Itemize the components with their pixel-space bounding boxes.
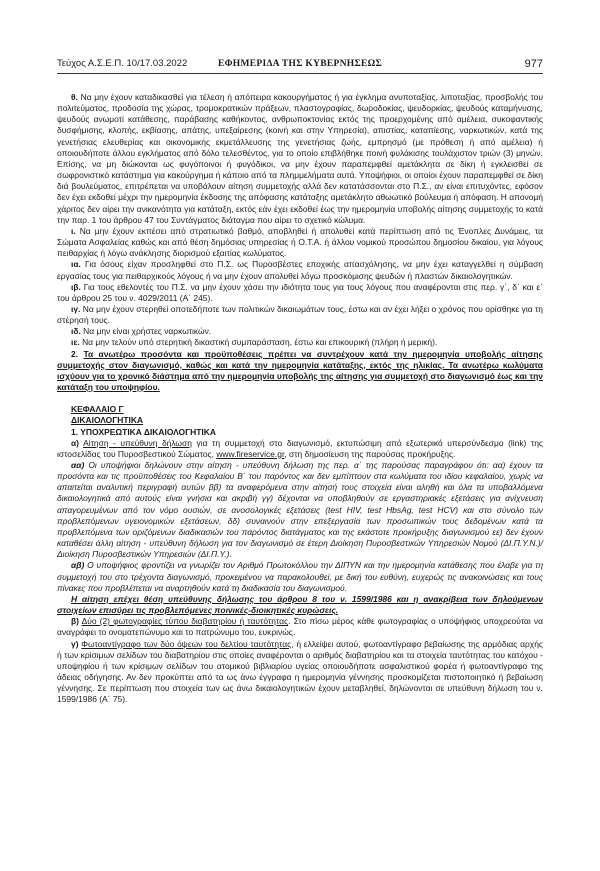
- paragraph-text: Να μην έχουν στερηθεί οποτεδήποτε των πολιτικών δικαιωμάτων τους, έστω και αν έχει λήξει ο χρόνος που ορίσθηκε για τη στέρησή τους.: [57, 303, 543, 326]
- item-label: 2.: [71, 348, 79, 359]
- item-label: ια.: [71, 259, 81, 270]
- paragraph-text: , στη δημοσίευση της παρούσας προκήρυξης.: [284, 448, 456, 459]
- paragraph-ib: [57, 282, 543, 304]
- item-label: αβ): [71, 560, 85, 571]
- paragraph-text: , ή ελλείψει αυτού, φωτοαντίγραφο βεβαίωσης της αρμόδιας αρχής ή των κρίσιμων σελίδων του διαβατηρίου στις οποίες αναφέρονται ο αριθμός διαβατηρίου και τα στοιχεία ταυτότητας του κατόχου - υποψηφίου ή των κρίσιμων σελίδων του ατομικού βιβλιαρίου υγείας οποιουδήποτε ασφαλιστικού φορέα ή φωτοαντίγραφο της άδειας οδήγησης. Αν δεν προκύπτει από τα ως άνω έγγραφα η ημερομηνία γέννησης προσκομίζεται πιστοποιητικό ή βεβαίωση γέννησης. Σε περίπτωση που στοιχεία των ως άνω δικαιολογητικών έχουν μεταβληθεί, δηλώνονται σε υπεύθυνη δήλωση του ν. 1599/1986 (Α΄ 75).: [57, 638, 543, 705]
- item-label: αα): [71, 460, 85, 470]
- paragraph-ie: [57, 337, 543, 348]
- paragraph-text: Να μην τελούν υπό στερητική δικαστική συμπαράσταση, έστω και επικουρική (πλήρη ή μερική).: [82, 337, 438, 348]
- paragraph-alpha: [57, 438, 543, 460]
- paragraph-iota: [57, 226, 543, 259]
- section-heading: 1. ΥΠΟΧΡΕΩΤΙΚΑ ΔΙΚΑΙΟΛΟΓΗΤΙΚΑ: [71, 426, 216, 437]
- chapter-subtitle: ΔΙΚΑΙΟΛΟΓΗΤΙΚΑ: [71, 415, 144, 426]
- paragraph-text: για τη συμμετοχή στο διαγωνισμό, εκτυπώσιμη από εξωτερικό υπερσύνδεσμο (link) της ιστοσελίδας του Πυροσβεστικού Σώματος,: [57, 437, 543, 459]
- item-label: ιβ.: [71, 281, 81, 292]
- paragraph-text: Για τους εθελοντές του Π.Σ. να μην έχουν χάσει την ιδιότητα τους για τους λόγους που αναφέρονται στις περ. γ΄, δ΄ και ε΄ του άρθρου 25 του ν. 4029/2011 (Α΄ 245).: [57, 281, 543, 303]
- item-label: ι.: [71, 225, 76, 236]
- paragraph-id: [57, 326, 543, 337]
- paragraph-underlined: Δύο (2) φωτογραφίες τύπου διαβατηρίου ή ταυτότητας: [81, 616, 289, 627]
- paragraph-section-2: [57, 349, 543, 394]
- document-body: [57, 92, 543, 705]
- paragraph-text: Να μην έχουν καταδικασθεί για τέλεση ή απόπειρα κακουργήματος ή για έγκλημα ανυποταξίας, λιποταξίας, προσβολής του πολιτεύματος, προδοσία της χώρας, τρομοκρατικών πράξεων, πλαστογραφίας, δωροδοκίας, ψευδορκίας, ψευδούς καταμήνυσης, ψευδούς ανωμοτί κατάθεσης, παράβασης καθήκοντος, ανθρωποκτονίας εκτός της προερχομένης από αμέλεια, συκοφαντικής δυσφήμισης, κλοπής, εκβίασης, απάτης, υπεξαίρεσης (κοινή και στην Υπηρεσία), απιστίας, καταπίεσης, ναρκωτικών, κατά της γενετήσιας ελευθερίας και οικονομικής εκμετάλλευσης της γενετήσιας ζωής, εμπρησμό (με πρόθεση ή από αμέλεια) ή οποιουδήποτε άλλου εγκλήματος από δόλο τελεσθέντος, για το οποίο επιβλήθηκε ποινή φυλάκισης τουλάχιστον τριών (3) μηνών. Επίσης, να μη διώκονται ως φυγόποινοι ή φυγόδικοι, να μην έχουν παραπεμφθεί αμετάκλητα σε δίκη ή εγκλεισθεί σε σωφρονιστικό κατάστημα για κακούργημα ή κάποιο από τα πλημμελήματα αυτά. Υποψήφιοι, οι οποίοι έχουν παραπεμφθεί σε δίκη διά βουλεύματος, επιτρέπεται να υποβάλουν αίτηση συμμετοχής αλλά δεν κατατάσσονται στο Π.Σ., αν είναι επιτυχόντες, εφόσον δεν έχει εκδοθεί μέχρι την ημερομηνία έκδοσης της απόφασης κατάταξης αμετάκλητο αθωωτικό βούλευμα ή απόφαση. Η απονομή χάριτος δεν αίρει την ανικανότητα για κατάταξη, εκτός εάν έχει εκδοθεί έως την ημερομηνία υποβολής αίτησης συμμετοχής το κατά την παρ. 1 του άρθρου 47 του Συντάγματος διάταγμα που αίρει το σχετικό κώλυμα.: [57, 92, 543, 225]
- paragraph-gamma: [57, 639, 543, 706]
- item-label: β): [71, 616, 79, 627]
- chapter-title: ΚΕΦΑΛΑΙΟ Γ: [71, 404, 124, 415]
- paragraph-ab: [57, 560, 543, 593]
- item-label: ιε.: [71, 337, 80, 348]
- paragraph-aa: [57, 460, 543, 560]
- paragraph-theta: [57, 92, 543, 226]
- paragraph-beta: [57, 616, 543, 638]
- paragraph-text: Να μην έχουν εκπέσει από στρατιωτικό βαθμό, αποβληθεί ή απολυθεί κατά περίπτωση από τις Ένοπλες Δυνάμεις, τα Σώματα Ασφαλείας καθώς και από θέση δημόσιας υπηρεσίας ή Ο.Τ.Α. ή άλλου νομικού προσώπου δημοσίου δικαίου, για λόγους πειθαρχίας ή λόγω ανάκλησης διορισμού εξαιτίας κωλύματος.: [57, 225, 543, 259]
- paragraph-text: . Στο πίσω μέρος κάθε φωτογραφίας ο υποψήφιος υποχρεούται να αναγράφει το ονοματεπώνυμο και το πατρώνυμο του, ευκρινώς.: [57, 616, 543, 638]
- paragraph-text: Για όσους είχαν προσληφθεί στο Π.Σ. ως Πυροσβέστες εποχικής απασχόλησης, να μην έχει καταγγελθεί η σύμβαση εργασίας τους για πειθαρχικούς λόγους ή να μην έχουν απολυθεί λόγω προσκόμισης ψευδών ή πλαστών δικαιολογητικών.: [57, 259, 543, 281]
- paragraph-underlined: Αίτηση - υπεύθυνη δήλωση: [83, 437, 192, 448]
- paragraph-text: Ο υποψήφιος φροντίζει να γνωρίζει τον Αριθμό Πρωτοκόλλου την ΔΙΠΥΝ και την ημερομηνία κατάθεσης που έλαβε για τη συμμετοχή του στο τρέχοντα διαγωνισμό, προκειμένου να παρακολουθεί, με δική του ευθύνη, ευχερώς τις ανακοινώσεις και τους πίνακες που προβλέπεται να αναρτηθούν κατά τη διαδικασία του διαγωνισμού.: [57, 560, 543, 593]
- item-label: θ.: [71, 92, 78, 102]
- paragraph-ia: [57, 259, 543, 281]
- item-label: ιδ.: [71, 326, 81, 337]
- spacer: [57, 393, 543, 404]
- page-number: 977: [524, 58, 543, 70]
- paragraph-warning: [57, 594, 543, 616]
- page-header: [57, 56, 543, 72]
- item-label: γ): [71, 638, 79, 649]
- paragraph-text: Να μην είναι χρήστες ναρκωτικών.: [83, 326, 212, 337]
- paragraph-ig: [57, 304, 543, 326]
- paragraph-text: Τα ανωτέρω προσόντα και προϋποθέσεις πρέπει να συντρέχουν κατά την ημερομηνία υποβολής αίτησης συμμετοχής στον διαγωνισμό, καθώς και κατά την ημερομηνία κατάταξης, εκτός της ηλικίας. Τα ανωτέρω κωλύματα ισχύουν για το χρονικό διάστημα από την ημερομηνία υποβολής της αίτησης για συμμετοχή στο διαγωνισμό έως και την κατάταξη του υποψηφίου.: [57, 348, 543, 393]
- header-rule: [57, 73, 543, 74]
- warning-text: Η αίτηση επέχει θέση υπεύθυνης δήλωσης του άρθρου 8 του ν. 1599/1986 και η ανακρίβεια των δηλούμενων στοιχείων επισύρει τις προβλεπόμενες ποινικές-διοικητικές κυρώσεις.: [57, 593, 543, 616]
- paragraph-text: Οι υποψήφιοι δηλώνουν στην αίτηση - υπεύθυνη δήλωση της περ. α΄ της παρούσας παραγράφου ότι: αα) έχουν τα προσόντα και τις προϋποθέσεις του Κεφαλαίου Β΄ του παρόντος και δεν εμπίπτουν στα κωλύματα του ιδίου κεφαλαίου, χωρίς να απαιτείται αναλυτική περιγραφή αυτών ββ) τα αναφερόμενα στην αίτησή τους στοιχεία είναι αληθή και όλα τα υποβαλλόμενα δικαιολογητικά από αυτούς είναι γνήσια και ακριβή γγ) δέχονται να υποβληθούν σε εργαστηριακές εξετάσεις για ανίχνευση απαγορευμένων από τον νόμο ουσιών, σε ανοσολογικές εξετάσεις (test HIV, test HbsAg, test HCV) και στο σύνολο των προβλεπόμενων υγειονομικών εξετάσεων, δδ) συναινούν στην επεξεργασία των προσωπικών τους δεδομένων κατά τα προβλεπόμενα των οριζόμενων διαδικασιών του παρόντος διατάγματος και της εκάστοτε προκήρυξης διαγωνισμού εε) δεν έχουν καταθέσει άλλη αίτηση - υπεύθυνη δήλωση για τον διαγωνισμό σε έτερη Διοίκηση Πυροσβεστικών Υπηρεσιών Νομού (ΔΙ.Π.Υ.Ν.)/Διοίκηση Πυροσβεστικών Υπηρεσιών (ΔΙ.Π.Υ.).: [57, 460, 543, 560]
- item-label: α): [71, 437, 79, 448]
- fireservice-link[interactable]: www.fireservice.gr: [216, 448, 285, 459]
- issue-info: Τεύχος Α.Σ.Ε.Π. 10/17.03.2022: [57, 58, 188, 69]
- item-label: ιγ.: [71, 303, 81, 314]
- paragraph-underlined: Φωτοαντίγραφο των δύο όψεων του δελτίου ταυτότητας: [81, 638, 292, 649]
- gazette-title: ΕΦΗΜΕΡΙΔΑ ΤΗΣ ΚΥΒΕΡΝΗΣΕΩΣ: [217, 59, 383, 69]
